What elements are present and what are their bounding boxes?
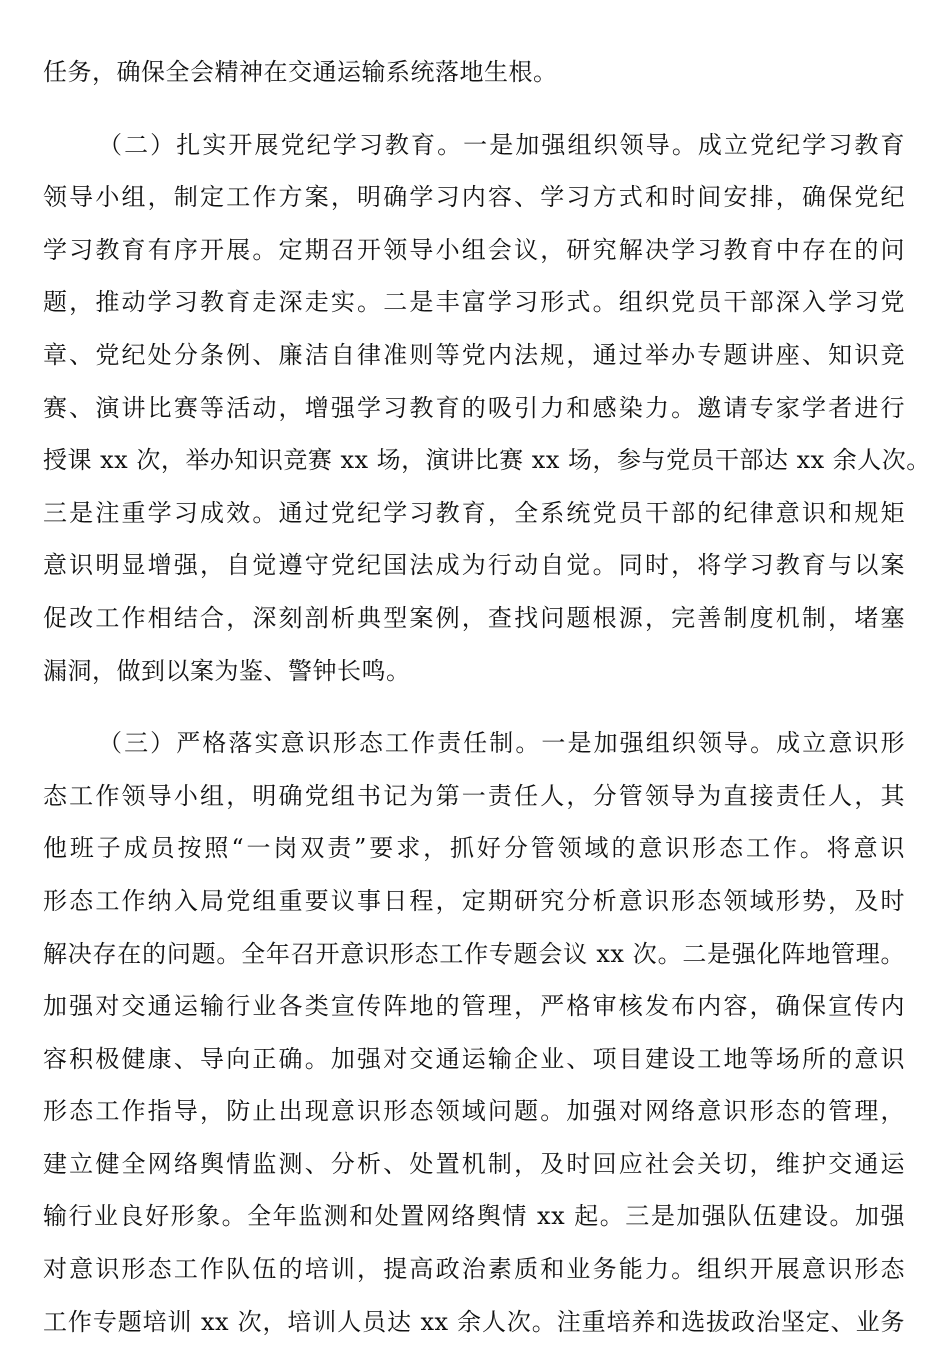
text-line: 促改工作相结合，深刻剖析典型案例，查找问题根源，完善制度机制，堵塞 xyxy=(43,603,905,632)
paragraph-spacer xyxy=(43,697,905,717)
paragraph-spacer xyxy=(43,99,905,119)
text-line: 态工作领导小组，明确党组书记为第一责任人，分管领导为直接责任人，其 xyxy=(43,781,905,810)
text-line: 意识明显增强，自觉遵守党纪国法成为行动自觉。同时，将学习教育与以案 xyxy=(43,551,905,580)
text-line: 任务，确保全会精神在交通运输系统落地生根。 xyxy=(43,58,558,86)
text-line: （三）严格落实意识形态工作责任制。一是加强组织领导。成立意识形 xyxy=(98,729,905,758)
text-line: 章、党纪处分条例、廉洁自律准则等党内法规，通过举办专题讲座、知识竞 xyxy=(43,340,905,369)
document-page xyxy=(43,46,931,1348)
paragraph-intro xyxy=(43,46,905,99)
text-line: 解决存在的问题。全年召开意识形态工作专题会议 xx 次。二是强化阵地管理。 xyxy=(43,939,905,968)
text-line: 漏洞，做到以案为鉴、警钟长鸣。 xyxy=(43,656,411,685)
text-line: 容积极健康、导向正确。加强对交通运输企业、项目建设工地等场所的意识 xyxy=(43,1044,905,1073)
text-line: 他班子成员按照“一岗双责”要求，抓好分管领域的意识形态工作。将意识 xyxy=(43,834,905,863)
text-line: （二）扎实开展党纪学习教育。一是加强组织领导。成立党纪学习教育 xyxy=(98,130,905,159)
text-line: 领导小组，制定工作方案，明确学习内容、学习方式和时间安排，确保党纪 xyxy=(43,183,905,212)
text-line: 对意识形态工作队伍的培训，提高政治素质和业务能力。组织开展意识形态 xyxy=(43,1255,905,1284)
text-line: 加强对交通运输行业各类宣传阵地的管理，严格审核发布内容，确保宣传内 xyxy=(43,992,905,1021)
text-line: 输行业良好形象。全年监测和处置网络舆情 xx 起。三是加强队伍建设。加强 xyxy=(43,1202,905,1231)
text-line: 工作专题培训 xx 次，培训人员达 xx 余人次。注重培养和选拔政治坚定、业务 xyxy=(43,1307,905,1336)
text-line: 形态工作纳入局党组重要议事日程，定期研究分析意识形态领域形势，及时 xyxy=(43,886,905,915)
text-line: 学习教育有序开展。定期召开领导小组会议，研究解决学习教育中存在的问 xyxy=(43,235,905,264)
text-line: 赛、演讲比赛等活动，增强学习教育的吸引力和感染力。邀请专家学者进行 xyxy=(43,393,905,422)
text-line: 三是注重学习成效。通过党纪学习教育，全系统党员干部的纪律意识和规矩 xyxy=(43,498,905,527)
text-line: 形态工作指导，防止出现意识形态领域问题。加强对网络意识形态的管理， xyxy=(43,1097,905,1126)
text-line: 题，推动学习教育走深走实。二是丰富学习形式。组织党员干部深入学习党 xyxy=(43,288,905,317)
paragraph-section-2 xyxy=(43,119,931,698)
text-line: 授课 xx 次，举办知识竞赛 xx 场，演讲比赛 xx 场，参与党员干部达 xx 余人次。 xyxy=(43,446,931,475)
paragraph-section-3 xyxy=(43,717,905,1348)
text-line: 建立健全网络舆情监测、分析、处置机制，及时回应社会关切，维护交通运 xyxy=(43,1149,905,1178)
